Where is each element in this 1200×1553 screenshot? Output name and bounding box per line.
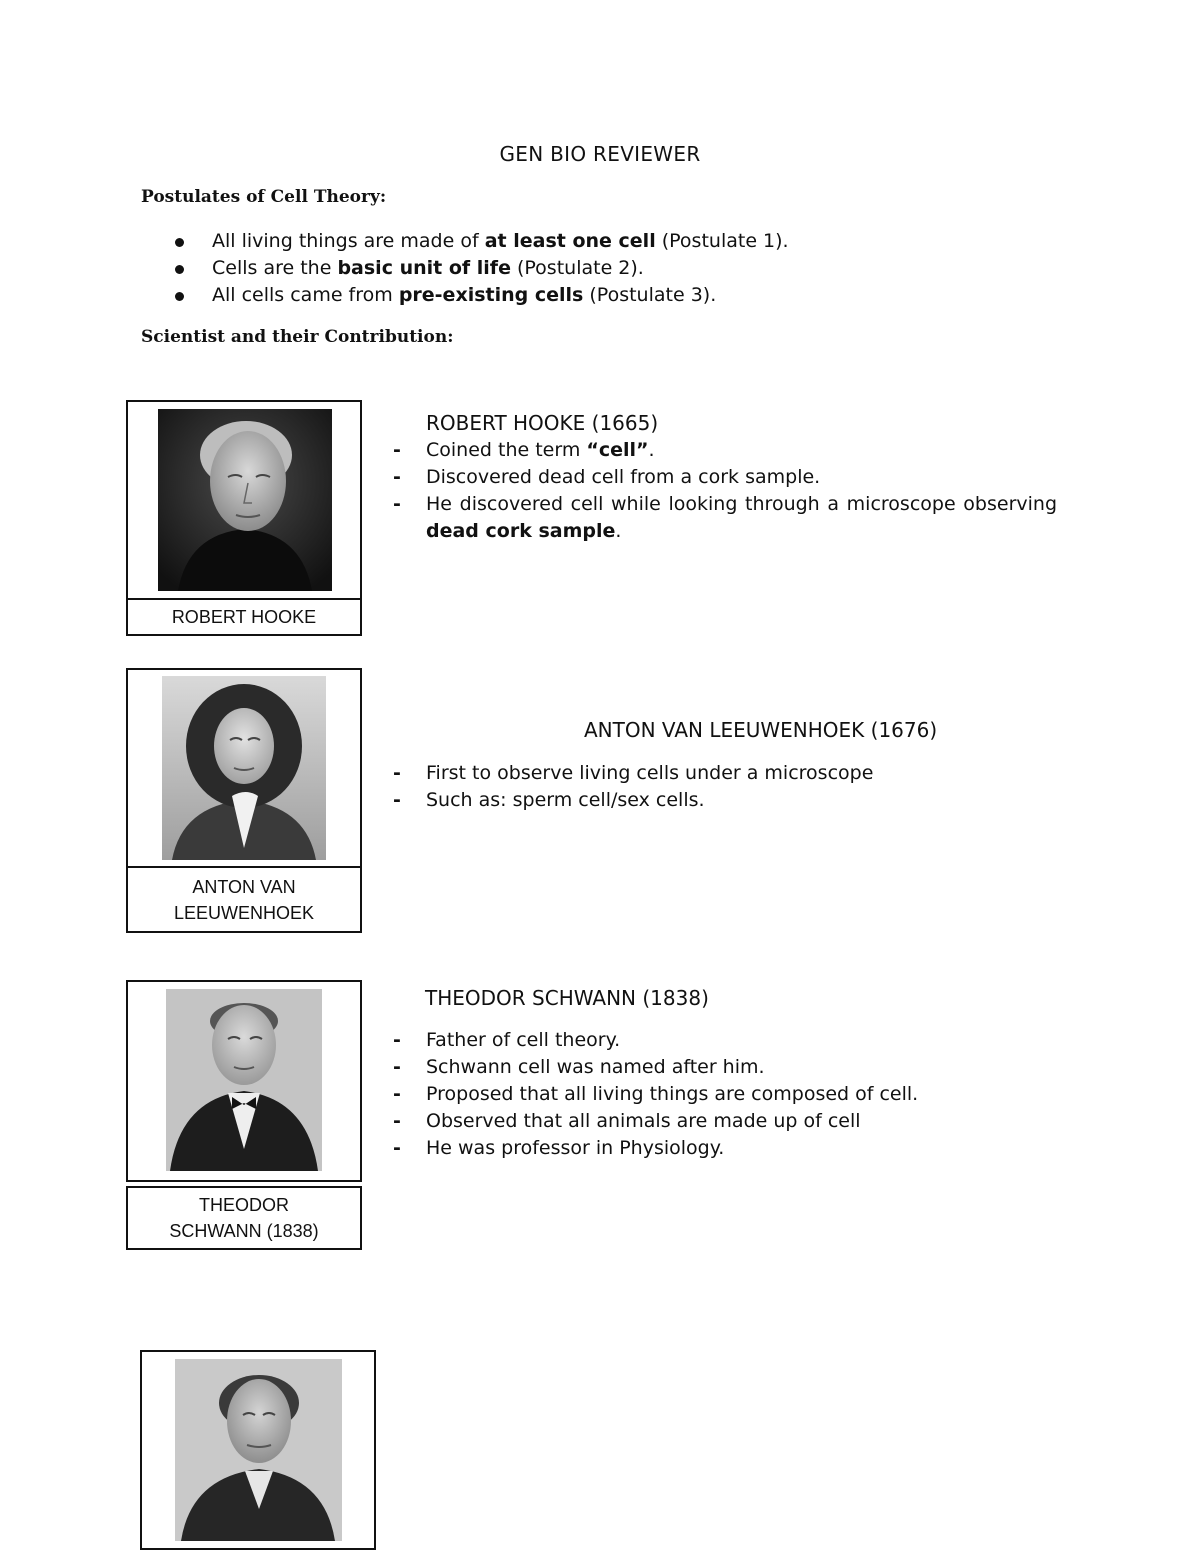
postulate-item-3: All cells came from pre-existing cells (Postulate 3). xyxy=(172,282,789,309)
postulates-heading: Postulates of Cell Theory: xyxy=(141,187,387,207)
leeuwenhoek-contributions xyxy=(393,760,1057,814)
leeuwenhoek-caption: ANTON VAN LEEUWENHOEK xyxy=(126,866,362,933)
schwann-item-5: - He was professor in Physiology. xyxy=(393,1137,725,1159)
hooke-contributions xyxy=(393,437,1057,545)
postulate-item-2: Cells are the basic unit of life (Postulate 2). xyxy=(172,255,789,282)
schwann-portrait xyxy=(166,989,322,1171)
schwann-item-4: - Observed that all animals are made up of cell xyxy=(393,1110,861,1132)
schwann-item-3: - Proposed that all living things are composed of cell. xyxy=(393,1083,919,1105)
hooke-portrait xyxy=(158,409,332,591)
schwann-item-1: - Father of cell theory. xyxy=(393,1029,621,1051)
leeuwenhoek-title: ANTON VAN LEEUWENHOEK (1676) xyxy=(584,718,938,742)
leeuwenhoek-item-2: - Such as: sperm cell/sex cells. xyxy=(393,789,705,811)
postulates-list xyxy=(172,228,789,309)
postulate-item-1: All living things are made of at least one cell (Postulate 1). xyxy=(172,228,789,255)
bullet-icon xyxy=(175,292,184,301)
hooke-item-1: - Coined the term “cell”. xyxy=(393,439,655,461)
hooke-caption: ROBERT HOOKE xyxy=(126,598,362,636)
document-title: GEN BIO REVIEWER xyxy=(499,142,701,166)
bullet-icon xyxy=(175,238,184,247)
hooke-title: ROBERT HOOKE (1665) xyxy=(426,411,659,435)
leeuwenhoek-portrait xyxy=(162,676,326,860)
hooke-item-3: - He discovered cell while looking through a microscope observing dead cork sample. xyxy=(393,493,1057,542)
schwann-item-2: - Schwann cell was named after him. xyxy=(393,1056,765,1078)
scientists-heading: Scientist and their Contribution: xyxy=(141,327,454,347)
schwann-caption: THEODOR SCHWANN (1838) xyxy=(126,1186,362,1250)
bullet-icon xyxy=(175,265,184,274)
hooke-item-2: - Discovered dead cell from a cork sample. xyxy=(393,466,821,488)
fourth-scientist-portrait xyxy=(175,1359,342,1541)
schwann-contributions xyxy=(393,1027,1057,1162)
leeuwenhoek-item-1: - First to observe living cells under a microscope xyxy=(393,762,874,784)
schwann-title: THEODOR SCHWANN (1838) xyxy=(425,986,709,1010)
